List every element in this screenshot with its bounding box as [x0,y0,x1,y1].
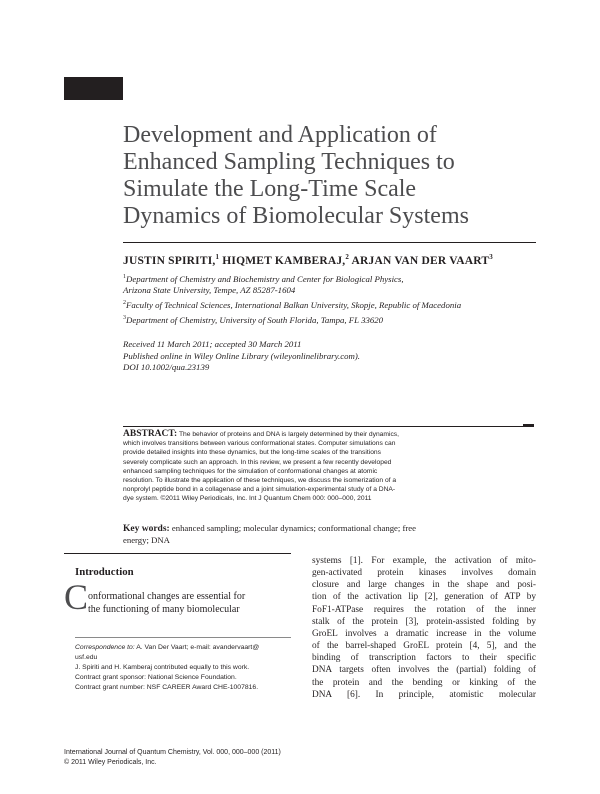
title-line: Simulate the Long-Time Scale [123,176,417,202]
correspondence-text: A. Van Der Vaart; e-mail: avandervaart@ [136,644,260,651]
correspondence-text: usf.edu [75,654,98,661]
footnote-divider [75,637,291,638]
copyright: © 2011 Wiley Periodicals, Inc. [64,758,157,766]
body-line: of the barrel-shaped GroEL protein [4, 5], and the [312,641,536,652]
affiliation-3 [123,313,383,326]
affil-line: Arizona State University, Tempe, AZ 85287-1604 [123,284,296,295]
body-line: gen-activated protein kinases involves domain [312,568,536,579]
intro-divider [64,553,291,554]
keywords-text: enhanced sampling; molecular dynamics; conformational change; free [171,523,416,533]
author-affil-sup: 3 [489,253,493,261]
article-title [123,122,543,230]
body-line: binding of transcription factors to their specific [312,653,536,664]
keywords [123,523,483,546]
title-line: Dynamics of Biomolecular Systems [123,203,469,229]
body-line: DNA [6]. In principle, atomistic molecular [312,689,536,700]
affil-sup: 3 [123,315,126,321]
author-affil-sup: 2 [345,253,350,261]
title-line: Enhanced Sampling Techniques to [123,149,455,175]
abstract-line: resolution. To illustrate the application of these techniques, we discuss the isomerization of a [123,477,397,485]
journal-footer [64,748,281,767]
abstract-line: enhanced sampling techniques for the simulation of conformational changes at atomic [123,467,378,475]
doi: DOI 10.1002/qua.23139 [123,362,210,372]
abstract-line: nonprolyl peptide bond in a collagenase and a joint simulation-experimental study of a DNA- [123,486,396,494]
publication-dates [123,339,360,374]
intro-line: the functioning of many biomolecular [88,604,240,615]
abstract-line: provide detailed insights into these dynamics, but the long-time scales of the transitions [123,449,381,457]
abstract-line: severely complicate such an approach. In this review, we present a few recently developed [123,458,392,466]
journal-citation: International Journal of Quantum Chemistry, Vol. 000, 000–000 (2011) [64,749,281,756]
abstract-heading: ABSTRACT: [123,429,178,439]
footnote-line: Contract grant number: NSF CAREER Award CHE-1007816. [75,684,259,691]
body-line: systems [1]. For example, the activation of mito- [312,556,536,566]
affiliation-1 [123,272,404,296]
author-name: HIQMET KAMBERAJ, [222,254,346,267]
body-line: tion of the activation lip [2], generation of ATP by [312,592,536,603]
author-name: ARJAN VAN DER VAART [351,254,490,267]
affil-sup: 2 [123,300,126,306]
author-affil-sup: 1 [215,253,220,261]
section-marker [523,424,534,427]
title-divider [123,242,536,243]
footnote-line: J. Spiriti and H. Kamberaj contributed equally to this work. [75,664,250,671]
body-line: stalk of the protein [3], protein-assisted folding by [312,616,536,627]
abstract-line: The behavior of proteins and DNA is largely determined by their dynamics, [178,431,400,438]
keywords-text: energy; DNA [123,535,170,545]
affil-line: Faculty of Technical Sciences, International Balkan University, Skopje, Republic of Macedonia [126,299,462,310]
header-black-tab [64,77,123,100]
abstract-line: dye system. ©2011 Wiley Periodicals, Inc. Int J Quantum Chem 000: 000–000, 2011 [123,495,372,503]
drop-cap: C [64,577,89,617]
affiliation-2 [123,298,461,311]
author-name: JUSTIN SPIRITI, [123,254,216,267]
footnote-line: Contract grant sponsor: National Science Foundation. [75,674,237,681]
abstract-line: which involves transitions between various conformational states. Computer simulations can [123,440,396,448]
published-online: Published online in Wiley Online Library (wileyonlinelibrary.com). [123,350,360,361]
body-line: FoF1-ATPase requires the rotation of the inner [312,604,536,615]
abstract [123,430,486,504]
section-heading: Introduction [75,566,134,578]
received-date: Received 11 March 2011; accepted 30 March 2011 [123,339,302,349]
footnotes [75,643,291,693]
intro-line: onformational changes are essential for [88,591,246,602]
title-line: Development and Application of [123,122,437,148]
affil-sup: 1 [123,274,126,280]
correspondence-label: Correspondence to: [75,644,135,651]
body-line: GroEL involves a dramatic increase in the volume [312,628,536,639]
body-column-2 [312,555,536,701]
affil-line: Department of Chemistry, University of South Florida, Tampa, FL 33620 [126,314,384,325]
body-line: closure and large changes in the shape and posi- [312,580,536,591]
body-line: the protein and the bending or kinking of the [312,677,536,688]
abstract-top-rule [123,426,523,427]
body-line: DNA targets often involves the (partial) folding of [312,665,536,676]
keywords-heading: Key words: [123,524,170,534]
affil-line: Department of Chemistry and Biochemistry and Center for Biological Physics, [126,273,404,284]
author-list [123,253,493,267]
